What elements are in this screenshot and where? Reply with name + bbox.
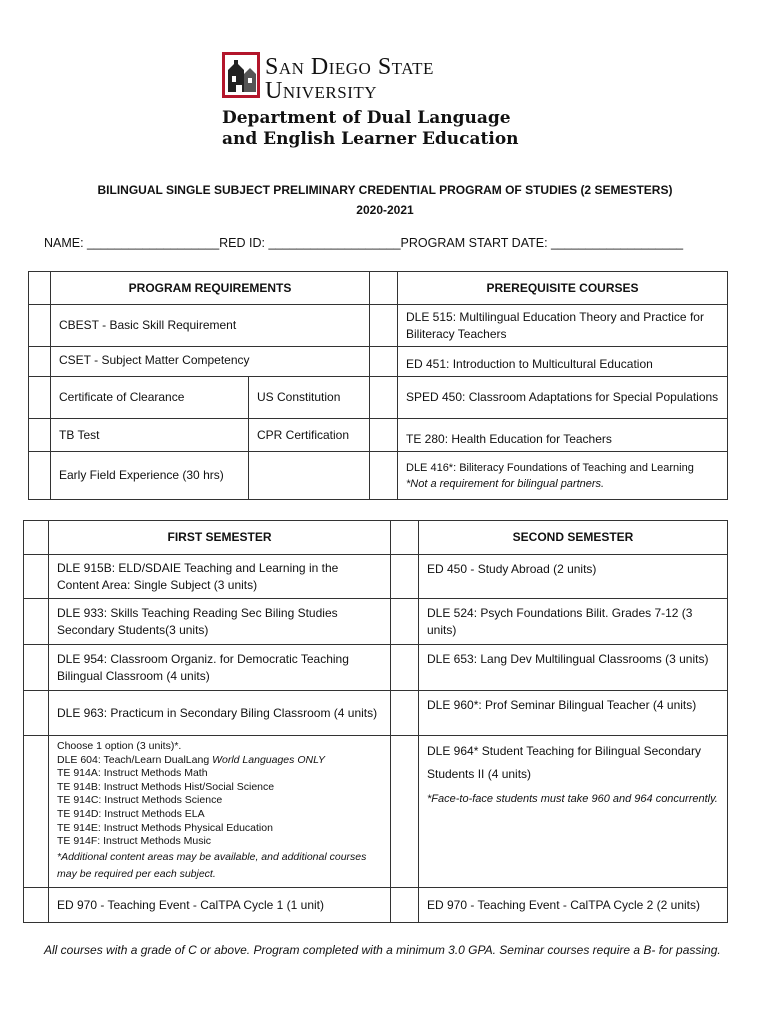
department-line2: and English Learner Education bbox=[222, 129, 519, 149]
checkbox-cell[interactable] bbox=[24, 888, 49, 923]
checkbox-cell[interactable] bbox=[370, 419, 398, 452]
table-row bbox=[29, 419, 728, 452]
checkbox-cell[interactable] bbox=[391, 599, 419, 645]
course-cell: DLE 954: Classroom Organiz. for Democratic Teaching Bilingual Classroom (4 units) bbox=[49, 645, 391, 691]
checkbox-cell[interactable] bbox=[29, 377, 51, 419]
prerequisite-cell bbox=[398, 452, 728, 500]
dle604-qualifier: World Languages ONLY bbox=[212, 753, 325, 766]
dle604-prefix: DLE 604: Teach/Learn DualLang bbox=[57, 753, 213, 766]
course-cell: DLE 915B: ELD/SDAIE Teaching and Learning in the Content Area: Single Subject (3 units) bbox=[49, 555, 391, 599]
course-cell: DLE 524: Psych Foundations Bilit. Grades 7-12 (3 units) bbox=[419, 599, 728, 645]
requirement-cell: CPR Certification bbox=[249, 419, 370, 452]
table-row bbox=[24, 645, 728, 691]
table-row bbox=[24, 736, 728, 888]
table-row bbox=[29, 452, 728, 500]
table-row bbox=[24, 691, 728, 736]
options-cell bbox=[49, 736, 391, 888]
list-item: TE 914D: Instruct Methods ELA bbox=[57, 807, 205, 820]
table-row bbox=[29, 347, 728, 377]
requirement-cell: Early Field Experience (30 hrs) bbox=[51, 452, 249, 500]
checkbox-cell[interactable] bbox=[24, 599, 49, 645]
course-cell: DLE 960*: Prof Seminar Bilingual Teacher (4 units) bbox=[419, 691, 728, 736]
dle964-course: DLE 964* Student Teaching for Bilingual Secondary Students II (4 units) bbox=[427, 744, 701, 781]
course-cell: ED 970 - Teaching Event - CalTPA Cycle 1 (1 unit) bbox=[49, 888, 391, 923]
table-row bbox=[24, 599, 728, 645]
requirement-cell: US Constitution bbox=[249, 377, 370, 419]
options-intro: Choose 1 option (3 units)*. bbox=[57, 740, 182, 752]
list-item: TE 914F: Instruct Methods Music bbox=[57, 835, 212, 848]
options-note: *Additional content areas may be available, and additional courses may be required per each subject. bbox=[57, 850, 367, 880]
checkbox-cell[interactable] bbox=[391, 645, 419, 691]
table-row bbox=[24, 888, 728, 923]
list-item: TE 914A: Instruct Methods Math bbox=[57, 767, 208, 780]
checkbox-cell[interactable] bbox=[29, 347, 51, 377]
course-cell: DLE 653: Lang Dev Multilingual Classrooms (3 units) bbox=[419, 645, 728, 691]
course-cell: ED 970 - Teaching Event - CalTPA Cycle 2 (2 units) bbox=[419, 888, 728, 923]
sdsu-logo-icon bbox=[222, 52, 260, 98]
checkbox-cell[interactable] bbox=[391, 691, 419, 736]
requirements-table bbox=[28, 271, 728, 500]
first-semester-header: FIRST SEMESTER bbox=[49, 521, 391, 555]
checkbox-cell[interactable] bbox=[370, 452, 398, 500]
course-cell bbox=[419, 736, 728, 888]
document-title bbox=[0, 180, 770, 220]
prerequisite-cell: ED 451: Introduction to Multicultural Education bbox=[398, 347, 728, 377]
checkbox-cell[interactable] bbox=[370, 305, 398, 347]
title-text: BILINGUAL SINGLE SUBJECT PRELIMINARY CREDENTIAL PROGRAM OF STUDIES (2 SEMESTERS) bbox=[97, 183, 673, 197]
title-year: 2020-2021 bbox=[356, 203, 414, 217]
program-requirements-header: PROGRAM REQUIREMENTS bbox=[51, 272, 370, 305]
checkbox-cell[interactable] bbox=[24, 691, 49, 736]
table-row bbox=[24, 521, 728, 555]
second-semester-header: SECOND SEMESTER bbox=[419, 521, 728, 555]
checkbox-cell[interactable] bbox=[370, 347, 398, 377]
checkbox-cell[interactable] bbox=[391, 888, 419, 923]
semester-table bbox=[23, 520, 728, 923]
checkbox-cell[interactable] bbox=[24, 736, 49, 888]
course-cell: DLE 933: Skills Teaching Reading Sec Biling Studies Secondary Students(3 units) bbox=[49, 599, 391, 645]
department-line1: Department of Dual Language bbox=[222, 108, 511, 128]
checkbox-cell[interactable] bbox=[391, 555, 419, 599]
checkbox-cell[interactable] bbox=[29, 272, 51, 305]
list-item: TE 914B: Instruct Methods Hist/Social Science bbox=[57, 780, 275, 793]
prerequisite-courses-header: PREREQUISITE COURSES bbox=[398, 272, 728, 305]
requirement-cell: CBEST - Basic Skill Requirement bbox=[51, 305, 370, 347]
table-row bbox=[29, 377, 728, 419]
list-item: TE 914C: Instruct Methods Science bbox=[57, 794, 223, 807]
prerequisite-cell: DLE 515: Multilingual Education Theory and Practice for Biliteracy Teachers bbox=[398, 305, 728, 347]
prerequisite-note: *Not a requirement for bilingual partners. bbox=[406, 477, 605, 490]
dle604-option bbox=[57, 754, 382, 768]
prerequisite-cell: TE 280: Health Education for Teachers bbox=[398, 419, 728, 452]
checkbox-cell[interactable] bbox=[29, 452, 51, 500]
checkbox-cell[interactable] bbox=[24, 645, 49, 691]
checkbox-cell[interactable] bbox=[29, 419, 51, 452]
prerequisite-course: DLE 416*: Biliteracy Foundations of Teaching and Learning bbox=[406, 461, 694, 474]
student-info-line: NAME: ___________________RED ID: ___________________PROGRAM START DATE: ___________________ bbox=[44, 236, 684, 250]
checkbox-cell[interactable] bbox=[29, 305, 51, 347]
footer-note: All courses with a grade of C or above. Program completed with a minimum 3.0 GPA. Seminar courses require a B- for passing. bbox=[44, 943, 721, 957]
department-name bbox=[222, 108, 519, 150]
requirement-cell bbox=[249, 452, 370, 500]
prerequisite-cell: SPED 450: Classroom Adaptations for Special Populations bbox=[398, 377, 728, 419]
dle964-note: *Face-to-face students must take 960 and 964 concurrently. bbox=[427, 793, 718, 805]
course-cell: ED 450 - Study Abroad (2 units) bbox=[419, 555, 728, 599]
checkbox-cell[interactable] bbox=[391, 521, 419, 555]
requirement-cell: TB Test bbox=[51, 419, 249, 452]
course-cell: DLE 963: Practicum in Secondary Biling Classroom (4 units) bbox=[49, 691, 391, 736]
table-row bbox=[24, 555, 728, 599]
university-name-line1: San Diego State bbox=[265, 54, 434, 80]
list-item: TE 914E: Instruct Methods Physical Education bbox=[57, 821, 273, 834]
checkbox-cell[interactable] bbox=[370, 272, 398, 305]
requirement-cell: Certificate of Clearance bbox=[51, 377, 249, 419]
checkbox-cell[interactable] bbox=[24, 521, 49, 555]
checkbox-cell[interactable] bbox=[370, 377, 398, 419]
checkbox-cell[interactable] bbox=[391, 736, 419, 888]
checkbox-cell[interactable] bbox=[24, 555, 49, 599]
table-row bbox=[29, 272, 728, 305]
university-name-line2: University bbox=[265, 78, 378, 104]
requirement-cell: CSET - Subject Matter Competency bbox=[51, 347, 370, 377]
university-name bbox=[265, 55, 434, 103]
table-row bbox=[29, 305, 728, 347]
